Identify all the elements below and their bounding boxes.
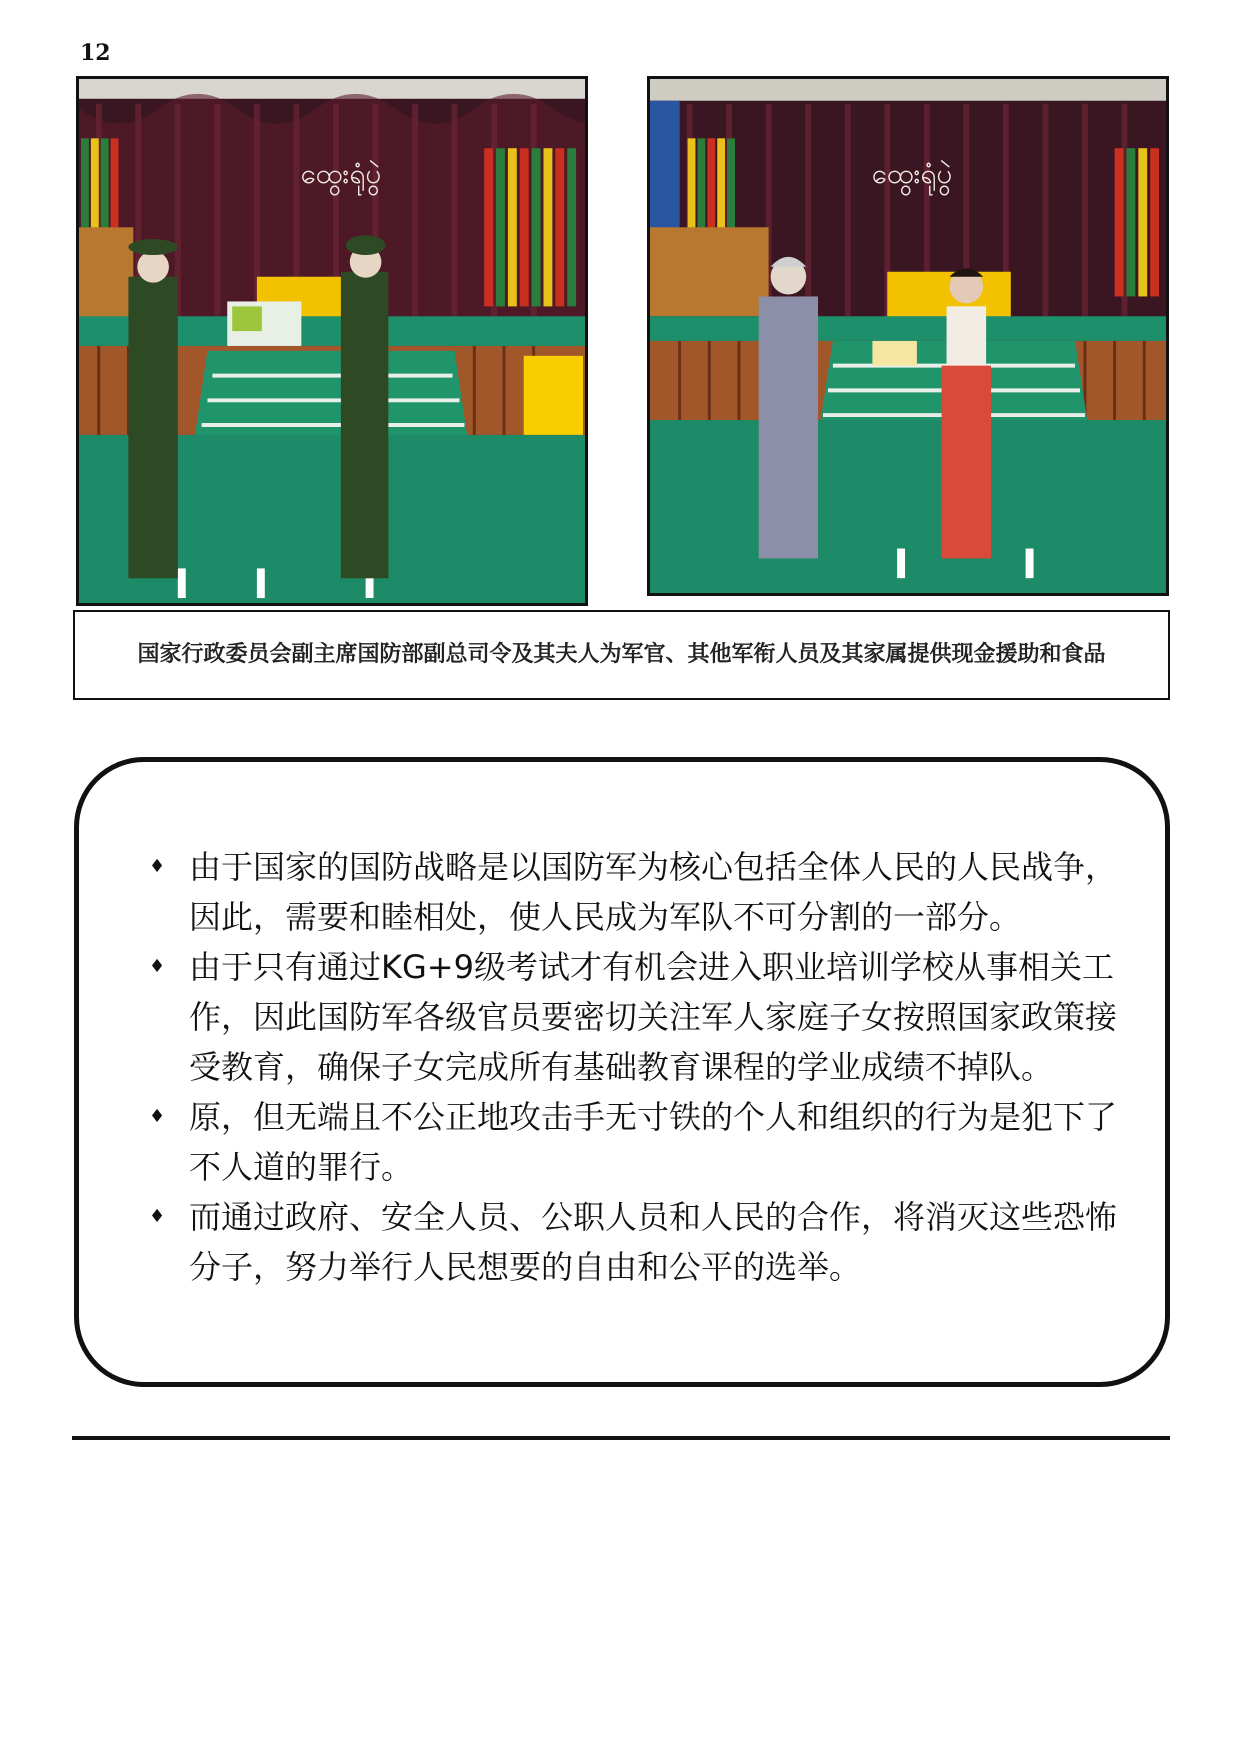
banner-text: ထွေးရုံပွဲ xyxy=(871,156,953,190)
photo-caption: 国家行政委员会副主席国防部副总司令及其夫人为军官、其他军衔人员及其家属提供现金援助和食品 xyxy=(73,610,1170,700)
bullet-text: 而通过政府、安全人员、公职人员和人民的合作，将消灭这些恐怖分子，努力举行人民想要的自由和公平的选举。 xyxy=(189,1198,1118,1286)
bullet-text: 原，但无端且不公正地攻击手无寸铁的个人和组织的行为是犯下了不人道的罪行。 xyxy=(189,1098,1118,1186)
key-points-box xyxy=(74,757,1170,1387)
banner-text: ထွေးရုံပွဲ xyxy=(300,156,382,190)
bullet-item xyxy=(149,1092,1137,1192)
bullet-list xyxy=(149,842,1137,1292)
diamond-bullet-icon: ♦ xyxy=(149,856,166,877)
bullet-item xyxy=(149,942,1137,1092)
bullet-text: 由于国家的国防战略是以国防军为核心包括全体人民的人民战争，因此，需要和睦相处，使人民成为军队不可分割的一部分。 xyxy=(189,848,1118,936)
diamond-bullet-icon: ♦ xyxy=(149,956,166,977)
bullet-item xyxy=(149,842,1137,942)
bullet-text: 由于只有通过KG+9级考试才有机会进入职业培训学校从事相关工作，因此国防军各级官员要密切关注军人家庭子女按照国家政策接受教育，确保子女完成所有基础教育课程的学业成绩不掉队。 xyxy=(189,948,1118,1086)
diamond-bullet-icon: ♦ xyxy=(149,1206,166,1227)
section-divider xyxy=(72,1436,1170,1440)
photo-officers-handover xyxy=(76,76,588,606)
diamond-bullet-icon: ♦ xyxy=(149,1106,166,1127)
bullet-item xyxy=(149,1192,1137,1292)
page-number: 12 xyxy=(80,40,111,66)
photo-women-handover xyxy=(647,76,1169,596)
